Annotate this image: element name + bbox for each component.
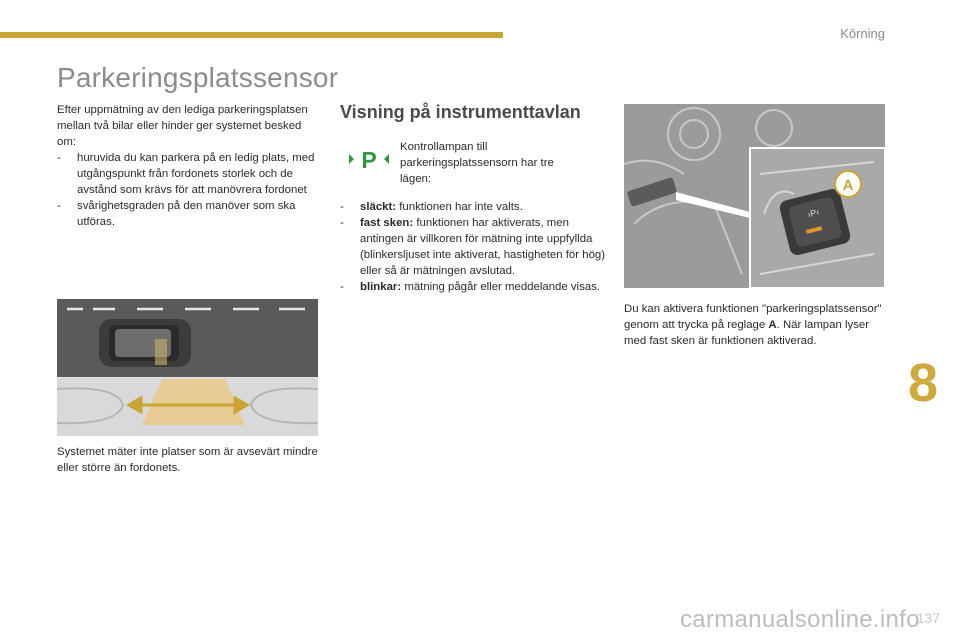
car-icon: [99, 319, 191, 367]
section-heading: Visning på instrumenttavlan: [340, 102, 581, 122]
state-term: fast sken:: [360, 217, 414, 229]
indicator-letter: P: [361, 147, 377, 171]
list-item: [57, 198, 322, 230]
bullet-dash: -: [57, 200, 61, 212]
intro-block: [57, 102, 322, 230]
state-desc: funktionen har aktiverats, men antingen är villkoren för mätning inte uppfyllda (blinkersljuset inte aktiverat, hastigheten för hög) eller så är mätningen avslutad.: [360, 217, 606, 277]
bullet-text: huruvida du kan parkera på en ledig plats, med utgångspunkt från fordonets storlek och de avstånd som krävs för att manövrera fordonet: [77, 152, 315, 196]
bullet-dash: -: [57, 152, 61, 164]
svg-text:›P‹: ›P‹: [806, 206, 821, 220]
activation-text: [624, 301, 886, 349]
parking-sensor-indicator-icon: [349, 147, 389, 171]
watermark: carmanualsonline.info: [680, 606, 920, 633]
accent-bar: [0, 32, 503, 38]
bullet-text: svårighetsgraden på den manöver som ska utföras.: [77, 200, 296, 228]
figure-caption: Systemet mäter inte platser som är avsevärt mindre eller större än fordonets.: [57, 446, 318, 474]
page-number: 137: [916, 610, 940, 626]
state-list: [340, 199, 610, 295]
lamp-description: Kontrollampan till parkeringsplatssensorn har tre lägen:: [400, 141, 554, 185]
state-desc: funktionen har inte valts.: [399, 201, 523, 213]
page-title: Parkeringsplatssensor: [57, 62, 339, 93]
bullet-dash: -: [340, 281, 344, 293]
bullet-dash: -: [340, 217, 344, 229]
list-item: [340, 199, 610, 215]
intro-paragraph: Efter uppmätning av den lediga parkeringsplatsen mellan två bilar eller hinder ger systemet besked om:: [57, 104, 308, 148]
list-item: [340, 279, 610, 295]
parking-space-illustration: [57, 299, 318, 436]
callout-letter: A: [842, 177, 854, 194]
activation-text-before: Du kan aktivera funktionen "parkeringsplatssensor" genom att trycka på reglage: [624, 303, 882, 331]
list-item: [340, 215, 610, 279]
state-desc: mätning pågår eller meddelande visas.: [404, 281, 600, 293]
section-label: Körning: [840, 26, 885, 41]
list-item: [57, 150, 322, 198]
chapter-number: 8: [907, 353, 938, 413]
dashboard-button-illustration: [624, 104, 885, 288]
state-term: blinkar:: [360, 281, 402, 293]
bullet-dash: -: [340, 201, 344, 213]
activation-text-after: . När lampan lyser med fast sken är funktionen aktiverad.: [624, 319, 870, 347]
activation-control: A: [768, 319, 777, 331]
state-term: släckt:: [360, 201, 397, 213]
